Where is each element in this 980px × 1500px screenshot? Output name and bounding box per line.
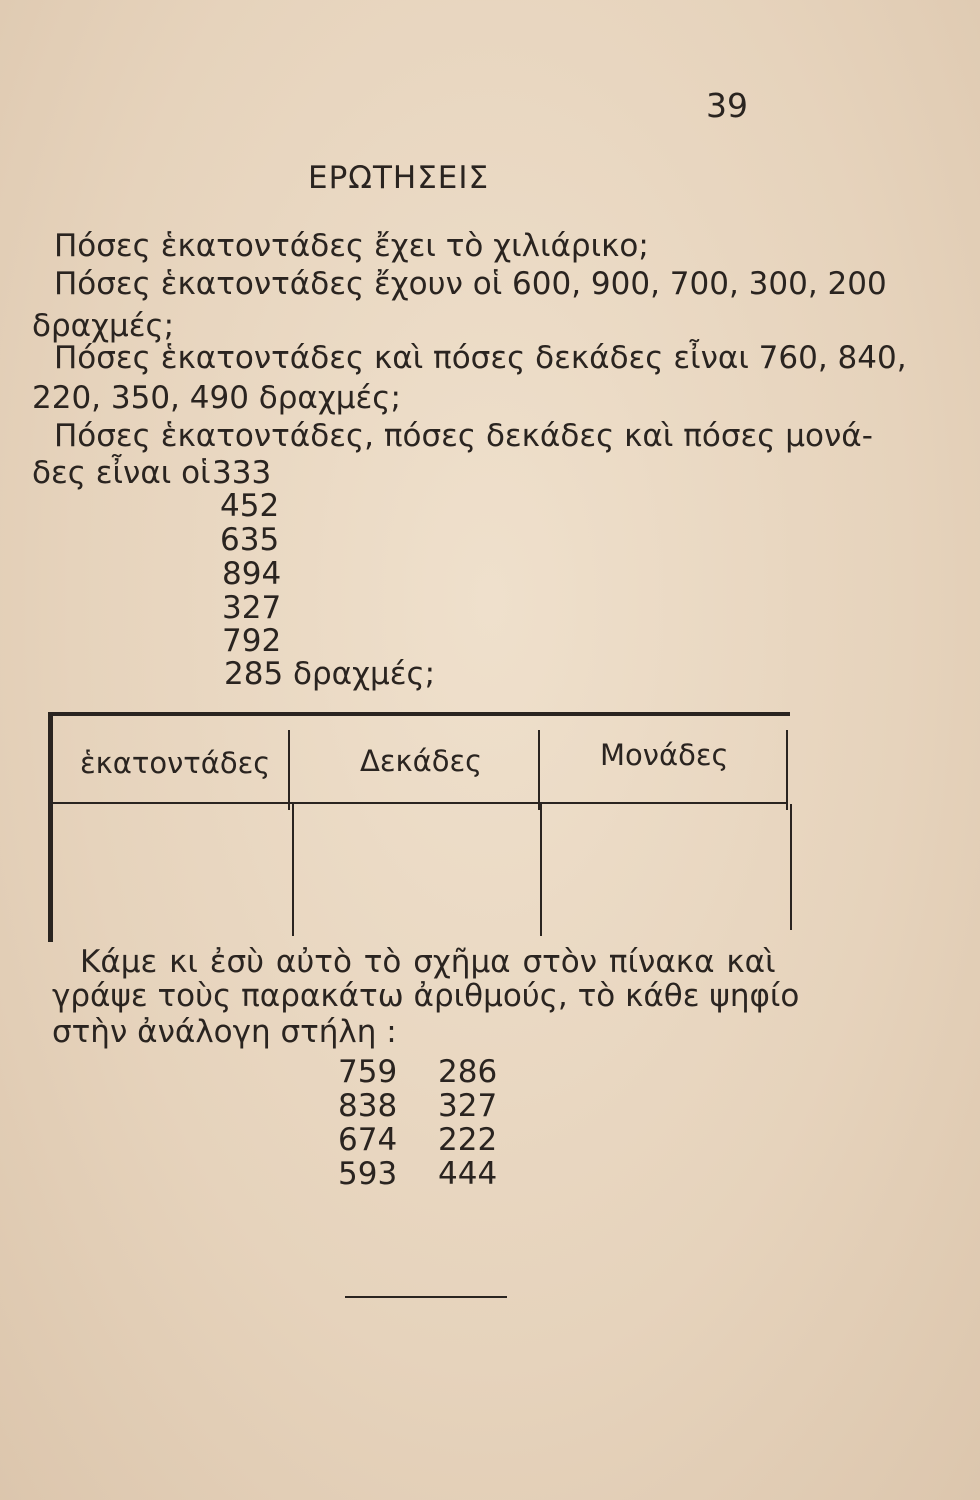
question-line: Πόσες ἑκατοντάδες καὶ πόσες δεκάδες εἶναι 760, 840, xyxy=(54,340,907,376)
end-rule xyxy=(345,1296,507,1298)
header-hundreds: ἑκατοντάδες xyxy=(80,746,271,780)
table-divider xyxy=(288,730,290,810)
header-tens: Δεκάδες xyxy=(360,744,483,778)
exercise-number: 327 xyxy=(438,1088,498,1124)
number-item: 285 δραχμές; xyxy=(224,656,436,692)
exercise-number: 444 xyxy=(438,1156,498,1192)
table-divider xyxy=(540,804,542,936)
exercise-number: 674 xyxy=(338,1122,398,1158)
table-divider xyxy=(790,804,792,930)
number-item: 894 xyxy=(222,556,282,592)
instruction-line: Κάμε κι ἐσὺ αὐτὸ τὸ σχῆμα στὸν πίνακα καὶ xyxy=(80,944,776,980)
table-divider xyxy=(786,730,788,810)
number-item: 792 xyxy=(222,623,282,659)
table-top-rule xyxy=(48,712,790,716)
table-divider xyxy=(292,804,294,936)
instruction-line: γράψε τοὺς παρακάτω ἀριθμούς, τὸ κάθε ψηφίο xyxy=(52,978,800,1014)
exercise-number: 286 xyxy=(438,1054,498,1090)
question-line: 220, 350, 490 δραχμές; xyxy=(32,380,401,416)
table-header-rule xyxy=(53,802,786,804)
question-line: δραχμές; xyxy=(32,308,175,344)
page-number: 39 xyxy=(706,86,748,125)
exercise-number: 838 xyxy=(338,1088,398,1124)
section-title: ΕΡΩΤΗΣΕΙΣ xyxy=(308,160,490,196)
question-line: Πόσες ἑκατοντάδες, πόσες δεκάδες καὶ πόσες μονά- xyxy=(54,418,873,454)
exercise-number: 759 xyxy=(338,1054,398,1090)
question-line: δες εἶναι οἱ xyxy=(32,455,211,491)
instruction-line: στὴν ἀνάλογη στήλη : xyxy=(52,1014,397,1050)
table-divider xyxy=(538,730,540,810)
exercise-number: 593 xyxy=(338,1156,398,1192)
number-item: 635 xyxy=(220,522,280,558)
number-item: 452 xyxy=(220,488,280,524)
exercise-number: 222 xyxy=(438,1122,498,1158)
header-units: Μονάδες xyxy=(600,738,729,772)
place-value-table xyxy=(48,712,793,944)
question-line: Πόσες ἑκατοντάδες ἔχουν οἱ 600, 900, 700, 300, 200 xyxy=(54,266,887,302)
question-line: Πόσες ἑκατοντάδες ἔχει τὸ χιλιάρικο; xyxy=(54,228,649,264)
table-left-border xyxy=(48,712,53,942)
number-item: 327 xyxy=(222,590,282,626)
number-item: 333 xyxy=(212,455,272,491)
